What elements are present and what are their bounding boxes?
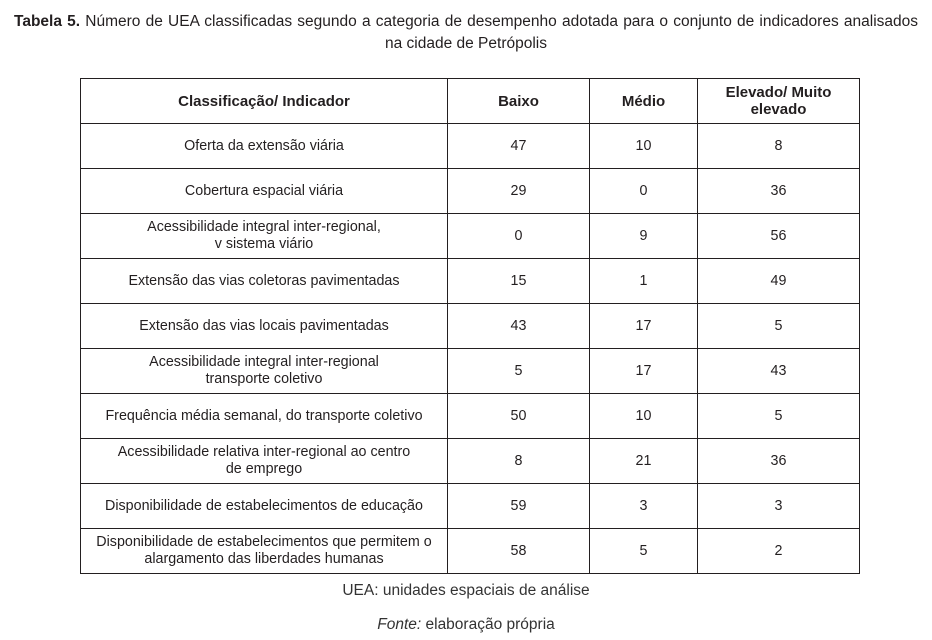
cell-medio: 0 — [590, 169, 698, 214]
table-caption — [14, 11, 918, 55]
cell-baixo: 8 — [448, 439, 590, 484]
cell-indicator: Acessibilidade integral inter-regional transporte coletivo — [81, 349, 448, 394]
table-row — [81, 394, 860, 439]
cell-baixo: 5 — [448, 349, 590, 394]
cell-elevado: 49 — [698, 259, 860, 304]
cell-elevado: 36 — [698, 439, 860, 484]
source-label: Fonte: — [377, 616, 422, 633]
cell-elevado: 5 — [698, 304, 860, 349]
cell-baixo: 29 — [448, 169, 590, 214]
cell-elevado: 43 — [698, 349, 860, 394]
cell-medio: 9 — [590, 214, 698, 259]
cell-elevado: 56 — [698, 214, 860, 259]
cell-indicator: Disponibilidade de estabelecimentos que permitem o alargamento das liberdades humanas — [81, 529, 448, 574]
cell-baixo: 59 — [448, 484, 590, 529]
cell-baixo: 47 — [448, 124, 590, 169]
cell-medio: 1 — [590, 259, 698, 304]
cell-medio: 10 — [590, 124, 698, 169]
cell-baixo: 15 — [448, 259, 590, 304]
cell-baixo: 43 — [448, 304, 590, 349]
table-row — [81, 169, 860, 214]
caption-text: Número de UEA classificadas segundo a categoria de desempenho adotada para o conjunto de indicadores analisados na cidade de Petrópolis — [85, 13, 919, 52]
cell-indicator: Disponibilidade de estabelecimentos de educação — [81, 484, 448, 529]
cell-medio: 17 — [590, 304, 698, 349]
cell-elevado: 36 — [698, 169, 860, 214]
header-indicator: Classificação/ Indicador — [81, 79, 448, 124]
table-row — [81, 304, 860, 349]
cell-elevado: 8 — [698, 124, 860, 169]
cell-medio: 17 — [590, 349, 698, 394]
cell-indicator: Oferta da extensão viária — [81, 124, 448, 169]
abbreviation-note: UEA: unidades espaciais de análise — [342, 582, 590, 599]
header-medio: Médio — [590, 79, 698, 124]
cell-elevado: 5 — [698, 394, 860, 439]
cell-elevado: 2 — [698, 529, 860, 574]
cell-medio: 21 — [590, 439, 698, 484]
caption-label: Tabela 5. — [14, 13, 81, 30]
table-row — [81, 484, 860, 529]
table-row — [81, 124, 860, 169]
cell-indicator: Frequência média semanal, do transporte coletivo — [81, 394, 448, 439]
table-row — [81, 439, 860, 484]
table-row — [81, 529, 860, 574]
cell-elevado: 3 — [698, 484, 860, 529]
cell-indicator: Extensão das vias locais pavimentadas — [81, 304, 448, 349]
table-row — [81, 349, 860, 394]
table-row — [81, 259, 860, 304]
header-elevado: Elevado/ Muito elevado — [698, 79, 860, 124]
cell-medio: 10 — [590, 394, 698, 439]
cell-indicator: Acessibilidade integral inter-regional, v sistema viário — [81, 214, 448, 259]
cell-baixo: 50 — [448, 394, 590, 439]
data-table — [80, 78, 860, 574]
cell-indicator: Extensão das vias coletoras pavimentadas — [81, 259, 448, 304]
table-header-row — [81, 79, 860, 124]
cell-medio: 5 — [590, 529, 698, 574]
table-row — [81, 214, 860, 259]
header-baixo: Baixo — [448, 79, 590, 124]
cell-indicator: Cobertura espacial viária — [81, 169, 448, 214]
source-note — [0, 616, 932, 634]
cell-medio: 3 — [590, 484, 698, 529]
cell-indicator: Acessibilidade relativa inter-regional ao centro de emprego — [81, 439, 448, 484]
source-text: elaboração própria — [425, 616, 555, 633]
cell-baixo: 58 — [448, 529, 590, 574]
cell-baixo: 0 — [448, 214, 590, 259]
